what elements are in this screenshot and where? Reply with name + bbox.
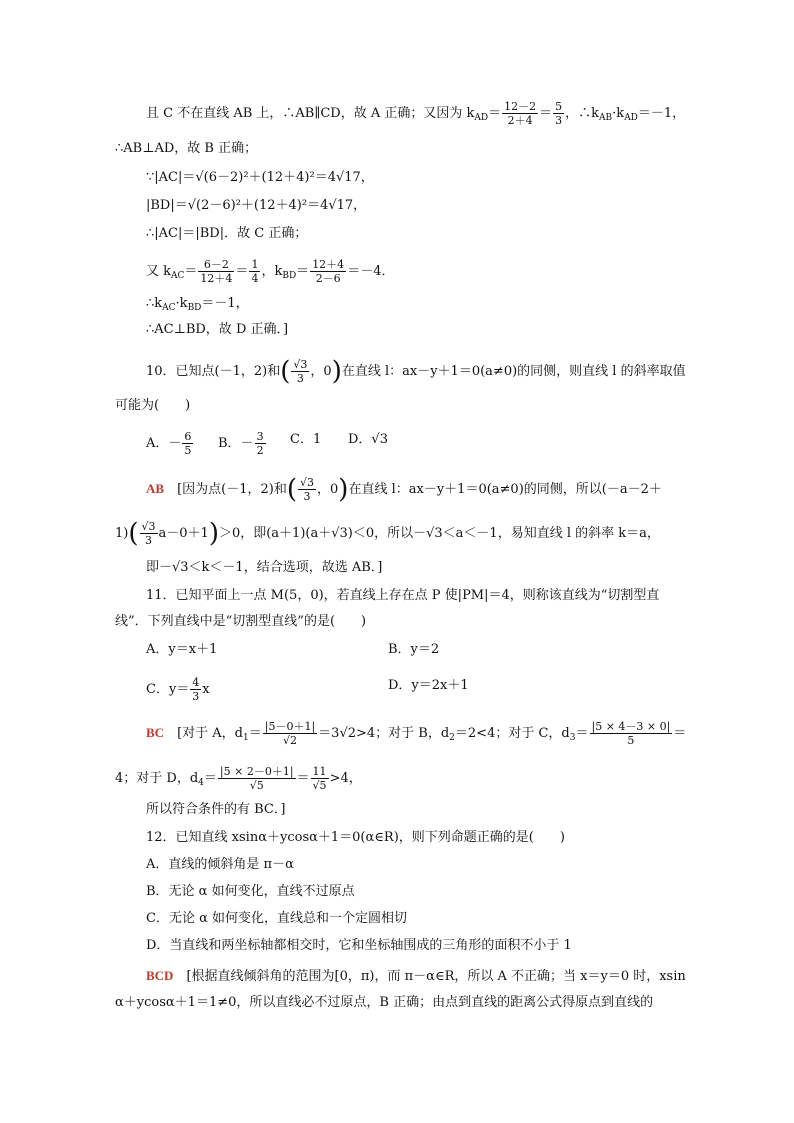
q10-option-c: C．1 [290,432,322,447]
denominator: 3 [303,490,311,503]
question-10-cont: 可能为( ) [115,398,191,413]
question-12: 12．已知直线 xsinα＋ycosα＋1＝0(α∈R)，则下列命题正确的是( ) [146,830,565,845]
fraction [590,720,673,747]
question-10 [146,358,686,385]
fraction [190,676,201,703]
subscript: BD [187,303,202,313]
numerator: |5 × 2－0＋1| [219,765,294,778]
text-line-7 [146,294,249,318]
subscript: AC [171,271,185,281]
paren-close: ) [331,356,342,387]
answer-12-line-2: α＋ycosα＋1＝1≠0，所以直线必不过原点，B 正确；由点到直线的距离公式得原点到直线的 [115,995,654,1010]
fraction [249,258,260,285]
denominator: 4 [251,272,259,285]
answer-tag: AB [146,481,165,496]
numerator: 11 [311,765,329,779]
text-segment: ，k [261,264,283,279]
q11-option-c [146,676,210,703]
text-segment: [因为点(－1，2)和 [177,482,287,497]
text-segment: [根据直线倾斜角的范围为[0，π)，而 π－α∈R，所以 A 不正确；当 x＝y＝0 时，xsin [186,969,686,984]
text-segment: a－0＋1 [158,526,209,541]
numerator: √3 [141,520,156,533]
q12-option-c: C．无论 α 如何变化，直线总和一个定圆相切 [146,911,407,926]
text-segment: ＝3√2>4；对于 B，d [318,726,450,741]
q12-option-d: D．当直线和两坐标轴都相交时，它和坐标轴围成的三角形的面积不小于 1 [146,938,572,953]
fraction [182,430,193,457]
text-segment: x [202,682,210,697]
fraction [298,476,316,503]
text-segment: 又 k [146,264,172,279]
denominator: 3 [555,114,563,127]
q10-option-b [218,430,267,457]
answer-tag: BC [146,725,165,740]
fraction [198,258,234,285]
text-segment: ＝－1， [637,106,686,121]
subscript: AC [162,303,176,313]
subscript: 3 [569,733,576,743]
fraction [218,765,296,792]
q12-option-a: A．直线的倾斜角是 π－α [146,857,294,872]
text-segment: A．－ [146,436,182,451]
text-line-3: ∵|AC|＝√(6－2)²＋(12＋4)²＝4√17， [146,170,374,185]
numerator: √3 [293,358,308,371]
numerator: 4 [192,676,200,689]
subscript: 4 [198,778,204,788]
text-segment: ＝2<4；对于 C，d [454,726,570,741]
fraction [263,720,317,747]
text-line-2: ∴AB⊥AD，故 B 正确； [115,141,258,156]
subscript: AB [599,113,613,123]
answer-11-line-2: 4；对于 D，$d_4=$ $\frac{|5 \times 2-0+1|}{√5}$ ＝ $\frac{11}{√5}$ >4， [115,765,362,792]
q11-option-d: D．y＝2x＋1 [388,678,469,693]
numerator: 6－2 [198,258,234,272]
text-segment: B．－ [218,436,254,451]
numerator: 5 [555,100,563,113]
text-line-6: 又 $k_{AC}=$ $\frac{6-2}{12+4}$ ＝ $\frac{1}{4}$ ，$k_{BD}=$ $\frac{12+4}{2-6}$ ＝－4． [146,258,395,285]
text-segment: ·k [612,106,625,121]
text-segment: ＝－4． [347,264,395,279]
subscript: AD [624,113,638,123]
fraction [291,358,309,385]
text-segment: 且 C 不在直线 AB 上，∴AB∥CD，故 A 正确；又因为 k [146,106,475,121]
subscript: AD [474,113,489,123]
text-segment: C．y＝ [146,682,190,697]
text-segment: [对于 A，d [177,726,243,741]
answer-tag: BCD [146,968,174,983]
numerator: |5－0＋1| [264,720,316,733]
fraction [255,430,266,457]
paren-open: ( [280,356,291,387]
fraction [553,100,564,127]
text-segment: 1) [115,526,129,541]
text-segment: ＞0，即(a＋1)(a＋√3)＜0，所以－√3＜a＜－1，易知直线 l 的斜率 k＝a， [218,526,660,541]
text-segment: 10．已知点(－1，2)和 [146,364,281,379]
q10-option-a [146,430,194,457]
question-11: 11．已知平面上一点 M(5，0)，若直线上存在点 P 使|PM|＝4，则称该直线为“切割型直 [146,588,660,603]
denominator: √5 [249,779,264,792]
q12-option-b: B．无论 α 如何变化，直线不过原点 [146,884,355,899]
denominator: 2 [256,444,264,457]
fraction [311,765,329,792]
numerator: 3 [256,430,264,443]
numerator: 12＋4 [312,258,345,271]
answer-10 [146,476,662,503]
text-line-8: ∴AC⊥BD，故 D 正确．] [146,322,289,337]
paren-open: ( [286,474,297,505]
denominator: 5 [627,734,635,747]
numerator: |5 × 4－3 × 0| [591,720,671,733]
subscript: 1 [243,733,249,743]
text-segment: ，0 [317,482,339,497]
text-segment: ，0 [310,364,332,379]
text-segment: 在直线 l：ax－y＋1＝0(a≠0)的同侧，所以(－a－2＋ [348,482,662,497]
text-segment: ∴k [146,296,163,311]
q11-option-b: B．y＝2 [388,642,440,657]
denominator: 5 [184,444,192,457]
denominator: √2 [282,734,297,747]
numerator: 6 [184,430,192,443]
text-segment: >4， [329,771,362,786]
answer-10-line-3: 即－√3＜k＜－1，结合选项，故选 AB．] [146,560,383,575]
denominator: 3 [192,690,200,703]
subscript: BD [282,271,297,281]
subscript: 2 [449,733,455,743]
answer-11: BC [对于 A，$d_1=$ $\frac{|5-0+1|}{√2}$ ＝3√2>4；对于 B，$d_2=2<4$；对于 C，$d_3=$ $\frac{|5 \times 4-3 \times 0|}{5}$ ＝ [146,720,687,747]
denominator: 2＋4 [507,114,533,127]
text-segment: ，∴k [565,106,600,121]
text-segment: 在直线 l：ax－y＋1＝0(a≠0)的同侧，则直线 l 的斜率取值 [341,364,686,379]
fraction [140,520,158,547]
denominator: 12＋4 [200,272,233,285]
text-segment: ·k [175,296,188,311]
denominator: 2－6 [315,272,341,285]
text-segment: ＝ [673,726,687,741]
paren-close: ) [338,474,349,505]
paren-open: ( [128,518,139,549]
text-segment: 4；对于 D，d [115,771,199,786]
denominator: √5 [312,779,327,792]
answer-12 [146,966,686,987]
numerator: 12－2 [504,100,537,113]
text-line-5: ∴|AC|＝|BD|．故 C 正确； [146,226,308,241]
q11-option-a: A．y＝x＋1 [146,642,218,657]
text-segment: ＝－1， [201,296,249,311]
paren-close: ) [208,518,219,549]
question-11-cont: 线”．下列直线中是“切割型直线”的是( ) [115,614,367,629]
fraction [502,100,538,127]
numerator: √3 [300,476,315,489]
answer-11-line-3: 所以符合条件的有 BC．] [146,802,286,817]
q10-option-d: D．√3 [348,432,388,447]
text-line-1: 且 C 不在直线 AB 上，∴AB∥CD，故 A 正确；又因为 $k_{AD}=$ $\frac{12-2}{2+4}$ ＝ $\frac{5}{3}$ ，$\therefore k_{AB}\cdot k_{AD}=-1$， [146,100,686,127]
denominator: 3 [296,372,304,385]
text-line-4: |BD|＝√(2－6)²＋(12＋4)²＝4√17， [146,198,367,213]
answer-10-line-2 [115,520,660,547]
numerator: 1 [251,258,259,271]
fraction [310,258,346,285]
denominator: 3 [145,534,152,547]
